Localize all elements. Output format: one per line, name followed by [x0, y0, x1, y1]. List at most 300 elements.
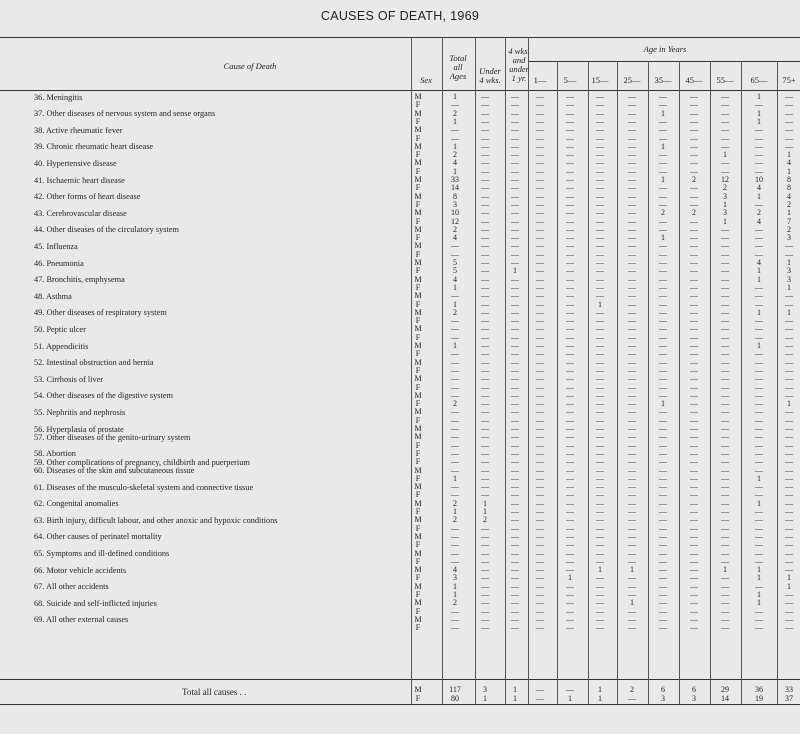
count-cell: —	[721, 606, 729, 616]
count-cell: —	[481, 133, 489, 143]
count-cell: —	[596, 432, 604, 442]
count-cell: —	[566, 108, 574, 118]
sex-cell: M	[414, 515, 422, 525]
count-cell: —	[511, 531, 519, 541]
count-cell: —	[481, 258, 489, 267]
cause-label: 41. Ischaemic heart disease	[34, 175, 125, 185]
sex-cell: F	[415, 365, 421, 375]
count-cell: —	[566, 457, 574, 467]
count-cell: —	[536, 473, 544, 483]
sex-cell: M	[414, 141, 422, 151]
count-cell: —	[596, 282, 604, 292]
count-cell: —	[566, 141, 574, 151]
count-cell: —	[481, 191, 489, 201]
sex-cell: M	[414, 241, 422, 251]
count-cell: —	[628, 399, 636, 409]
count-cell: —	[536, 249, 544, 259]
count-cell: —	[659, 116, 667, 126]
count-cell: —	[536, 299, 544, 309]
count-cell: —	[511, 382, 519, 392]
count-cell: —	[755, 457, 763, 467]
count-cell: —	[536, 448, 544, 458]
count-cell: —	[481, 614, 489, 624]
count-cell: —	[566, 606, 574, 616]
count-cell: —	[536, 332, 544, 342]
age-group-header: 55—	[716, 75, 734, 85]
count-cell: —	[481, 307, 489, 317]
count-cell: —	[536, 208, 544, 218]
count-cell: —	[511, 515, 519, 525]
sex-cell: F	[415, 507, 421, 516]
count-cell: —	[566, 158, 574, 168]
count-cell: —	[536, 507, 544, 516]
count-cell: 4	[787, 191, 791, 201]
count-cell: 1	[757, 341, 761, 350]
header-total-line3: Ages	[449, 71, 467, 81]
count-cell: —	[511, 432, 519, 442]
total-count-cell: 1	[568, 694, 572, 703]
cause-label: 54. Other diseases of the digestive system	[34, 391, 173, 401]
sex-cell: F	[415, 100, 421, 110]
count-cell: —	[659, 573, 667, 583]
count-cell: 1	[630, 565, 634, 575]
count-cell: 1	[453, 341, 457, 350]
sex-cell: F	[415, 448, 421, 458]
count-cell: 1	[757, 307, 761, 317]
count-cell: —	[721, 108, 729, 118]
count-cell: —	[690, 349, 698, 359]
count-cell: 14	[451, 183, 459, 193]
count-cell: —	[511, 108, 519, 118]
count-cell: 1	[661, 175, 665, 184]
count-cell: —	[659, 92, 667, 101]
count-cell: —	[481, 224, 489, 234]
count-cell: —	[755, 407, 763, 417]
count-cell: —	[511, 249, 519, 259]
count-cell: —	[596, 266, 604, 276]
count-cell: —	[536, 166, 544, 176]
count-cell: —	[628, 299, 636, 309]
sex-cell: M	[414, 565, 422, 575]
sex-cell: F	[415, 216, 421, 226]
count-cell: —	[721, 457, 729, 467]
count-cell: —	[481, 299, 489, 309]
count-cell: —	[690, 233, 698, 243]
count-cell: —	[511, 415, 519, 425]
count-cell: —	[481, 199, 489, 209]
count-cell: —	[659, 158, 667, 168]
count-cell: —	[536, 399, 544, 409]
count-cell: —	[755, 482, 763, 492]
count-cell: —	[481, 324, 489, 334]
count-cell: —	[566, 382, 574, 392]
count-cell: —	[690, 399, 698, 409]
count-cell: —	[690, 258, 698, 267]
count-cell: —	[755, 166, 763, 176]
cause-label: 55. Nephritis and nephrosis	[34, 407, 126, 417]
count-cell: —	[481, 241, 489, 251]
count-cell: —	[481, 166, 489, 176]
count-cell: —	[511, 191, 519, 201]
count-cell: —	[785, 241, 793, 251]
count-cell: —	[721, 440, 729, 450]
count-cell: —	[785, 108, 793, 118]
count-cell: 1	[661, 108, 665, 118]
count-cell: —	[566, 208, 574, 218]
count-cell: —	[690, 448, 698, 458]
cause-label: 56. Hyperplasia of prostate	[34, 424, 124, 434]
count-cell: 1	[453, 92, 457, 101]
cause-label: 65. Symptoms and ill-defined conditions	[34, 549, 170, 558]
count-cell: —	[566, 92, 574, 101]
count-cell: —	[755, 324, 763, 334]
count-cell: —	[596, 407, 604, 417]
count-cell: —	[511, 324, 519, 334]
count-cell: —	[596, 116, 604, 126]
count-cell: 1	[757, 565, 761, 575]
cause-label: 42. Other forms of heart disease	[34, 192, 141, 202]
count-cell: —	[511, 291, 519, 301]
count-cell: —	[785, 141, 793, 151]
count-cell: —	[596, 390, 604, 400]
sex-cell: M	[414, 291, 422, 301]
count-cell: —	[659, 523, 667, 533]
count-cell: —	[536, 581, 544, 591]
count-cell: —	[628, 108, 636, 118]
count-cell: —	[566, 357, 574, 367]
total-label: Total all causes . .	[182, 687, 247, 697]
count-cell: —	[628, 548, 636, 558]
count-cell: —	[721, 365, 729, 375]
count-cell: —	[596, 199, 604, 209]
count-cell: —	[481, 158, 489, 168]
count-cell: —	[690, 332, 698, 342]
count-cell: —	[481, 150, 489, 160]
count-cell: 2	[692, 208, 696, 218]
count-cell: —	[755, 233, 763, 243]
count-cell: —	[690, 183, 698, 193]
count-cell: —	[481, 108, 489, 118]
count-cell: —	[536, 598, 544, 608]
count-cell: 1	[453, 166, 457, 176]
count-cell: —	[481, 183, 489, 193]
count-cell: —	[628, 258, 636, 267]
count-cell: —	[511, 316, 519, 326]
count-cell: —	[628, 540, 636, 550]
count-cell: —	[451, 465, 459, 475]
sex-cell: F	[415, 150, 421, 160]
count-cell: 2	[453, 498, 457, 508]
count-cell: —	[785, 498, 793, 508]
count-cell: —	[659, 432, 667, 442]
count-cell: —	[536, 349, 544, 359]
count-cell: —	[536, 440, 544, 450]
header-total-line2: all	[453, 62, 463, 72]
count-cell: —	[481, 316, 489, 326]
sex-cell: F	[415, 266, 421, 276]
count-cell: 4	[453, 158, 457, 168]
header-cause: Cause of Death	[223, 61, 277, 71]
count-cell: —	[690, 573, 698, 583]
count-cell: —	[785, 341, 793, 350]
total-count-cell: 1	[598, 685, 602, 694]
count-cell: —	[536, 291, 544, 301]
count-cell: —	[659, 341, 667, 350]
count-cell: —	[566, 490, 574, 500]
count-cell: —	[755, 299, 763, 309]
header-under-4wks-line1: Under	[479, 66, 501, 76]
count-cell: —	[481, 266, 489, 276]
count-cell: —	[690, 440, 698, 450]
count-cell: —	[566, 374, 574, 384]
count-cell: —	[659, 150, 667, 160]
count-cell: —	[755, 158, 763, 168]
count-cell: —	[566, 324, 574, 334]
sex-cell: M	[414, 465, 422, 475]
cause-label: 62. Congenital anomalies	[34, 499, 119, 509]
count-cell: —	[785, 365, 793, 375]
count-cell: —	[511, 507, 519, 516]
count-cell: —	[451, 490, 459, 500]
header-4wks-1yr-line2: and	[512, 55, 526, 65]
count-cell: —	[659, 241, 667, 251]
count-cell: —	[659, 415, 667, 425]
count-cell: —	[536, 150, 544, 160]
count-cell: —	[690, 581, 698, 591]
count-cell: —	[690, 390, 698, 400]
count-cell: —	[511, 473, 519, 483]
total-count-cell: 2	[630, 685, 634, 694]
count-cell: —	[536, 540, 544, 550]
sex-cell: M	[414, 424, 422, 433]
count-cell: —	[481, 407, 489, 417]
count-cell: —	[690, 565, 698, 575]
count-cell: —	[659, 440, 667, 450]
count-cell: —	[628, 357, 636, 367]
header-4wks-1yr-line4: 1 yr.	[511, 73, 527, 83]
count-cell: —	[596, 216, 604, 226]
cause-label: 49. Other diseases of respiratory system	[34, 308, 167, 318]
count-cell: —	[721, 573, 729, 583]
count-cell: —	[690, 548, 698, 558]
count-cell: 2	[453, 307, 457, 317]
count-cell: —	[566, 166, 574, 176]
count-cell: —	[785, 565, 793, 575]
count-cell: —	[785, 531, 793, 541]
header-4wks-1yr-line1: 4 wks.	[508, 46, 530, 56]
count-cell: 5	[453, 266, 457, 276]
count-cell: 1	[453, 282, 457, 292]
count-cell: —	[511, 282, 519, 292]
count-cell: —	[566, 407, 574, 417]
count-cell: —	[721, 415, 729, 425]
cause-label: 44. Other diseases of the circulatory system	[34, 225, 179, 235]
count-cell: —	[536, 523, 544, 533]
count-cell: —	[481, 100, 489, 110]
count-cell: —	[721, 249, 729, 259]
count-cell: —	[596, 382, 604, 392]
count-cell: —	[596, 274, 604, 284]
count-cell: —	[566, 249, 574, 259]
count-cell: 3	[453, 199, 457, 209]
count-cell: —	[755, 415, 763, 425]
count-cell: —	[755, 390, 763, 400]
count-cell: —	[755, 291, 763, 301]
count-cell: —	[785, 548, 793, 558]
count-cell: —	[481, 490, 489, 500]
count-cell: —	[566, 598, 574, 608]
count-cell: —	[755, 365, 763, 375]
count-cell: —	[596, 556, 604, 566]
count-cell: —	[511, 465, 519, 475]
count-cell: —	[755, 100, 763, 110]
count-cell: 10	[451, 208, 459, 218]
count-cell: —	[721, 266, 729, 276]
count-cell: —	[536, 482, 544, 492]
count-cell: —	[511, 440, 519, 450]
count-cell: —	[628, 465, 636, 475]
count-cell: —	[536, 316, 544, 326]
count-cell: —	[721, 390, 729, 400]
count-cell: 8	[787, 175, 791, 184]
count-cell: —	[659, 299, 667, 309]
count-cell: 2	[787, 224, 791, 234]
age-group-header: 35—	[654, 75, 672, 85]
count-cell: 4	[453, 233, 457, 243]
count-cell: —	[536, 374, 544, 384]
count-cell: —	[536, 606, 544, 616]
count-cell: 4	[453, 565, 457, 575]
count-cell: —	[785, 249, 793, 259]
count-cell: —	[628, 424, 636, 433]
count-cell: —	[690, 515, 698, 525]
count-cell: —	[721, 424, 729, 433]
count-cell: —	[481, 92, 489, 101]
count-cell: —	[628, 116, 636, 126]
count-cell: —	[690, 556, 698, 566]
count-cell: —	[785, 357, 793, 367]
count-cell: 3	[723, 191, 727, 201]
total-count-cell: 33	[785, 685, 793, 694]
count-cell: —	[755, 282, 763, 292]
count-cell: —	[690, 199, 698, 209]
count-cell: —	[659, 556, 667, 566]
count-cell: —	[628, 590, 636, 599]
count-cell: —	[596, 374, 604, 384]
count-cell: —	[536, 415, 544, 425]
count-cell: —	[566, 341, 574, 350]
count-cell: —	[721, 540, 729, 550]
sex-cell: M	[414, 208, 422, 218]
count-cell: 1	[787, 208, 791, 218]
count-cell: —	[755, 523, 763, 533]
count-cell: —	[596, 307, 604, 317]
count-cell: —	[755, 241, 763, 251]
count-cell: —	[481, 548, 489, 558]
cause-label: 61. Diseases of the musculo-skeletal system and connective tissue	[34, 482, 254, 492]
count-cell: —	[566, 199, 574, 209]
count-cell: —	[628, 556, 636, 566]
count-cell: —	[596, 158, 604, 168]
count-cell: —	[566, 299, 574, 309]
count-cell: —	[785, 523, 793, 533]
total-count-cell: 1	[513, 694, 517, 703]
count-cell: —	[536, 573, 544, 583]
count-cell: —	[690, 324, 698, 334]
count-cell: —	[628, 432, 636, 442]
count-cell: —	[690, 224, 698, 234]
sex-cell: M	[414, 432, 422, 442]
count-cell: —	[690, 307, 698, 317]
count-cell: —	[596, 224, 604, 234]
count-cell: —	[566, 623, 574, 633]
count-cell: —	[566, 548, 574, 558]
count-cell: —	[511, 623, 519, 633]
count-cell: —	[785, 116, 793, 126]
total-count-cell: —	[566, 685, 574, 694]
count-cell: —	[785, 374, 793, 384]
count-cell: —	[659, 565, 667, 575]
count-cell: —	[536, 424, 544, 433]
count-cell: —	[536, 565, 544, 575]
count-cell: —	[659, 457, 667, 467]
count-cell: —	[690, 365, 698, 375]
count-cell: —	[451, 374, 459, 384]
count-cell: —	[659, 100, 667, 110]
count-cell: —	[690, 108, 698, 118]
sex-cell: F	[415, 382, 421, 392]
count-cell: —	[536, 382, 544, 392]
count-cell: —	[755, 614, 763, 624]
count-cell: —	[451, 448, 459, 458]
count-cell: —	[566, 307, 574, 317]
age-group-header: 5—	[563, 75, 577, 85]
count-cell: —	[481, 531, 489, 541]
count-cell: —	[596, 150, 604, 160]
count-cell: —	[755, 125, 763, 135]
count-cell: —	[785, 332, 793, 342]
count-cell: 2	[483, 515, 487, 525]
count-cell: 1	[723, 216, 727, 226]
count-cell: —	[628, 291, 636, 301]
count-cell: —	[755, 540, 763, 550]
count-cell: —	[659, 332, 667, 342]
count-cell: 1	[787, 581, 791, 591]
count-cell: —	[628, 523, 636, 533]
count-cell: —	[659, 266, 667, 276]
count-cell: —	[721, 274, 729, 284]
count-cell: —	[596, 100, 604, 110]
count-cell: —	[536, 266, 544, 276]
count-cell: —	[755, 399, 763, 409]
count-cell: —	[536, 357, 544, 367]
cause-label: 46. Pneumonia	[34, 258, 84, 268]
count-cell: —	[596, 573, 604, 583]
total-count-cell: 29	[721, 685, 729, 694]
count-cell: —	[481, 125, 489, 135]
count-cell: —	[511, 482, 519, 492]
count-cell: —	[659, 623, 667, 633]
count-cell: —	[785, 349, 793, 359]
header-age-in-years: Age in Years	[643, 44, 687, 54]
count-cell: —	[596, 349, 604, 359]
count-cell: —	[511, 548, 519, 558]
count-cell: —	[785, 614, 793, 624]
count-cell: 1	[787, 150, 791, 160]
count-cell: —	[566, 191, 574, 201]
count-cell: —	[659, 590, 667, 599]
count-cell: —	[659, 515, 667, 525]
